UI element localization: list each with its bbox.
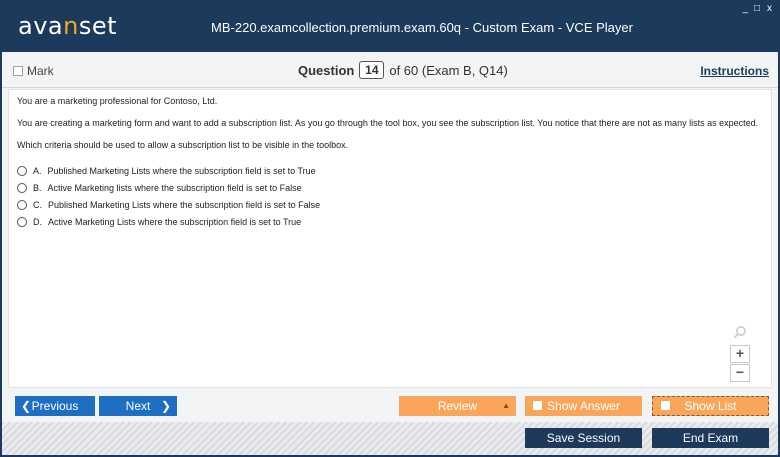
option-letter: B. <box>33 182 42 193</box>
title-bar <box>2 2 778 52</box>
previous-label: Previous <box>31 399 79 413</box>
option-text: Published Marketing Lists where the subscription field is set to False <box>48 199 321 210</box>
answer-option-b[interactable] <box>17 179 763 196</box>
review-button[interactable] <box>399 396 516 416</box>
mark-checkbox-box[interactable] <box>13 66 23 76</box>
triangle-up-icon: ▲ <box>502 401 510 410</box>
mark-label: Mark <box>27 64 54 78</box>
show-answer-label: Show Answer <box>547 399 620 413</box>
question-counter <box>298 61 508 79</box>
question-of-text: of 60 (Exam B, Q14) <box>389 62 508 78</box>
avanset-logo: avanset <box>18 12 118 40</box>
option-text: Active Marketing Lists where the subscription field is set to True <box>48 216 302 227</box>
window-title: MB-220.examcollection.premium.exam.60q - Custom Exam - VCE Player <box>211 20 633 35</box>
next-label: Next <box>125 399 151 413</box>
option-text: Published Marketing Lists where the subscription field is set to True <box>47 165 316 176</box>
zoom-in-button[interactable]: + <box>730 345 750 363</box>
answer-option-c[interactable] <box>17 196 763 213</box>
footer-bar <box>2 422 778 455</box>
question-paragraph: You are creating a marketing form and want to add a subscription list. As you go through the tool box, you see the subscription list. You notice that there are not as many lists as expected. <box>17 118 759 128</box>
option-letter: D. <box>33 216 42 227</box>
mark-checkbox[interactable] <box>13 64 54 78</box>
next-button[interactable] <box>99 396 177 416</box>
answer-option-d[interactable] <box>17 213 763 230</box>
instructions-link[interactable]: Instructions <box>700 64 769 78</box>
radio-button[interactable] <box>17 166 27 176</box>
magnifier-icon <box>733 325 747 339</box>
question-paragraph: Which criteria should be used to allow a subscription list to be visible in the toolbox. <box>17 140 349 150</box>
question-bar <box>2 52 778 88</box>
question-paragraph: You are a marketing professional for Contoso, Ltd. <box>17 96 218 106</box>
navigation-bar <box>2 389 778 422</box>
option-letter: A. <box>33 165 42 176</box>
save-session-button[interactable]: Save Session <box>525 428 642 448</box>
end-exam-button[interactable]: End Exam <box>652 428 769 448</box>
question-number-input[interactable]: 14 <box>359 61 384 79</box>
show-list-label: Show List <box>684 399 737 413</box>
show-answer-button[interactable] <box>525 396 642 416</box>
option-text: Active Marketing lists where the subscription field is set to False <box>47 182 302 193</box>
radio-button[interactable] <box>17 217 27 227</box>
minimize-button[interactable]: _ <box>742 3 748 14</box>
show-list-button[interactable] <box>652 396 769 416</box>
zoom-out-button[interactable]: − <box>730 364 750 382</box>
option-letter: C. <box>33 199 42 210</box>
question-content <box>8 89 772 388</box>
review-label: Review <box>437 399 478 413</box>
show-list-checkbox[interactable] <box>661 401 670 410</box>
radio-button[interactable] <box>17 183 27 193</box>
chevron-left-icon: ❮ <box>21 399 32 413</box>
radio-button[interactable] <box>17 200 27 210</box>
maximize-button[interactable]: □ <box>753 3 760 14</box>
answer-option-a[interactable] <box>17 162 763 179</box>
show-answer-checkbox[interactable] <box>533 401 542 410</box>
chevron-right-icon: ❯ <box>160 399 171 413</box>
close-button[interactable]: x <box>767 3 772 14</box>
previous-button[interactable] <box>15 396 95 416</box>
question-label: Question <box>298 62 355 78</box>
